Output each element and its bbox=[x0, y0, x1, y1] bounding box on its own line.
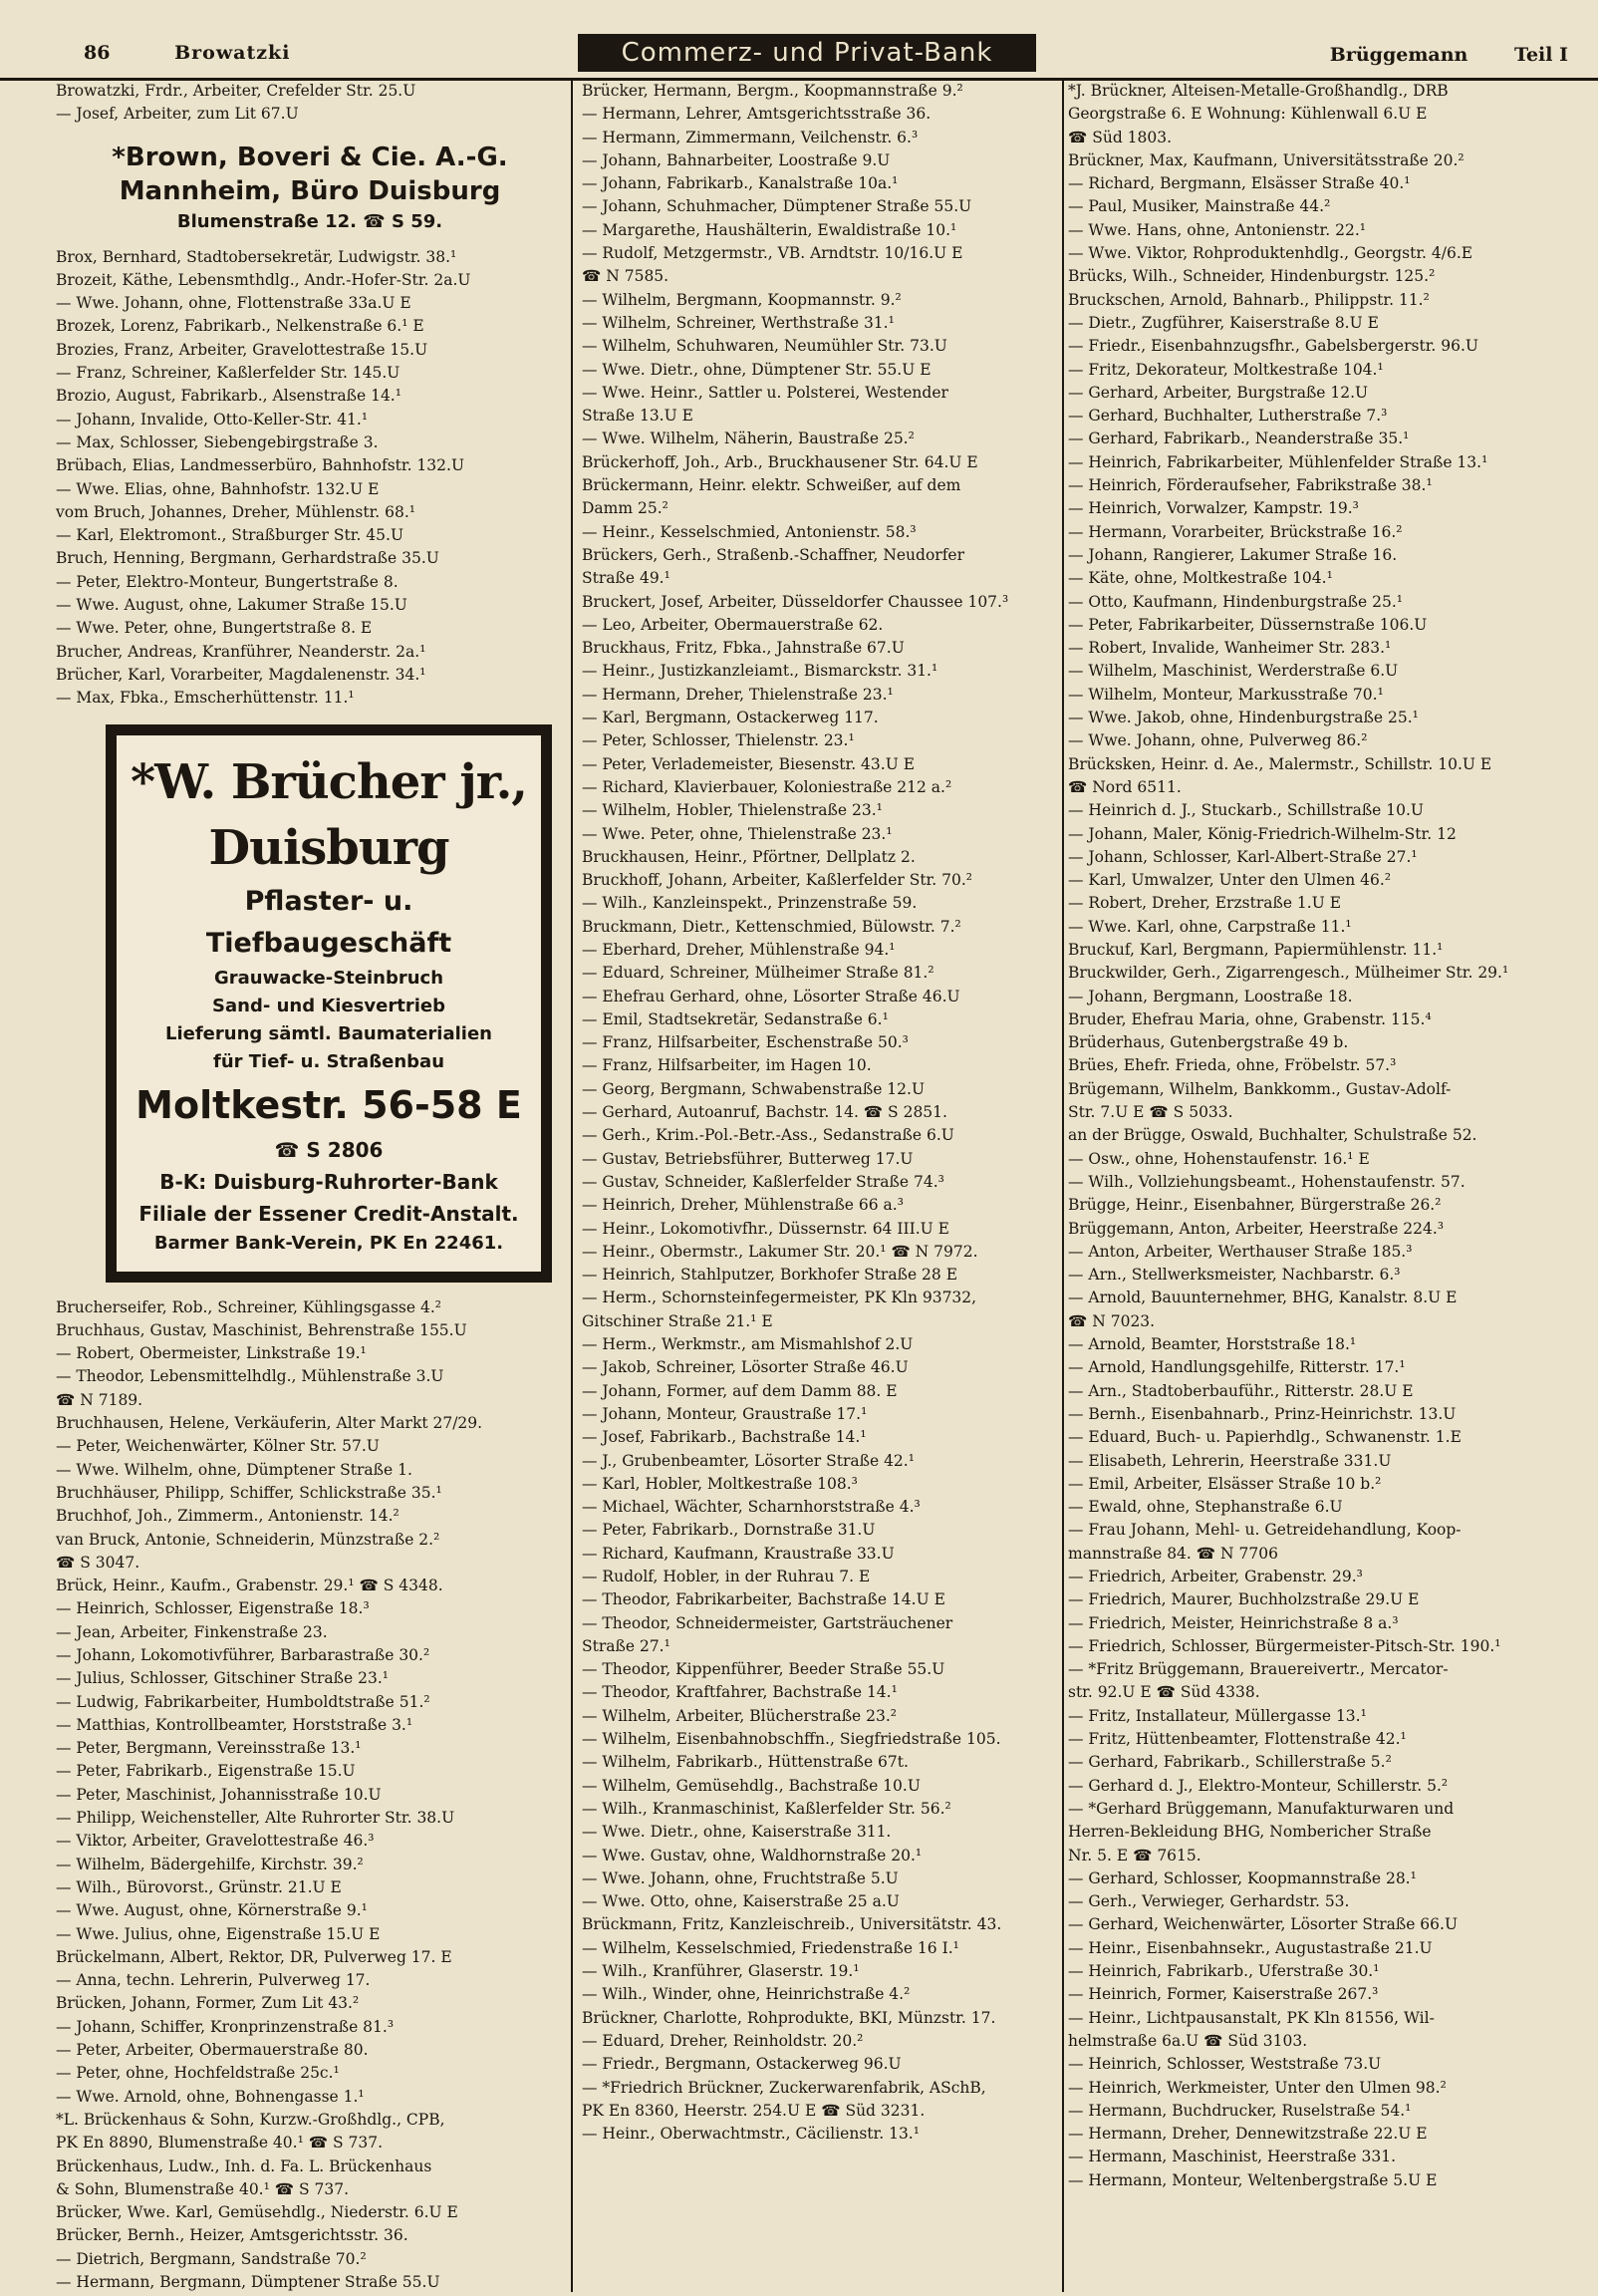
directory-entry: Brücker, Hermann, Bergm., Koopmannstraße 9.² bbox=[582, 82, 963, 100]
header-section: Teil I bbox=[1514, 44, 1568, 66]
directory-entry: Brückermann, Heinr. elektr. Schweißer, auf dem bbox=[582, 476, 961, 495]
directory-entry: Georgstraße 6. E Wohnung: Kühlenwall 6.U E bbox=[1068, 105, 1428, 124]
directory-entry: — Johann, Former, auf dem Damm 88. E bbox=[582, 1381, 898, 1400]
directory-entry: — Franz, Schreiner, Kaßlerfelder Str. 145.U bbox=[56, 364, 400, 383]
directory-entry: — Wwe. Jakob, ohne, Hindenburgstraße 25.¹ bbox=[1068, 709, 1419, 727]
directory-entry: Bruckmann, Dietr., Kettenschmied, Bülowstr. 7.² bbox=[582, 917, 961, 936]
directory-entry: Bruckhaus, Fritz, Fbka., Jahnstraße 67.U bbox=[582, 639, 905, 658]
directory-entry: — Wwe. Hans, ohne, Antonienstr. 22.¹ bbox=[1068, 220, 1366, 239]
directory-entry: — Richard, Bergmann, Elsässer Straße 40.¹ bbox=[1068, 174, 1411, 193]
directory-entry: — Wwe. Johann, ohne, Fruchtstraße 5.U bbox=[582, 1868, 899, 1887]
directory-entry: — Ehefrau Gerhard, ohne, Lösorter Straße 46.U bbox=[582, 987, 960, 1005]
directory-entry: — Josef, Arbeiter, zum Lit 67.U bbox=[56, 105, 299, 124]
directory-entry: — Peter, Arbeiter, Obermauerstraße 80. bbox=[56, 2041, 369, 2060]
directory-entry: Bruchhäuser, Philipp, Schiffer, Schlickstraße 35.¹ bbox=[56, 1483, 442, 1502]
directory-entry: Brucher, Andreas, Kranführer, Neanderstr. 2a.¹ bbox=[56, 642, 426, 661]
directory-entry: — Peter, Schlosser, Thielenstr. 23.¹ bbox=[582, 731, 855, 750]
directory-entry: Brückerhoff, Joh., Arb., Bruckhausener Str. 64.U E bbox=[582, 452, 978, 471]
directory-entry: Brüggemann, Anton, Arbeiter, Heerstraße 224.³ bbox=[1068, 1219, 1445, 1238]
directory-entry: — Emil, Arbeiter, Elsässer Straße 10 b.² bbox=[1068, 1474, 1382, 1493]
col3-list bbox=[1068, 80, 1576, 2192]
directory-entry: — Hermann, Dreher, Thielenstraße 23.¹ bbox=[582, 685, 894, 704]
col1-mid-list bbox=[56, 246, 564, 711]
ad-bbc-line3: Blumenstraße 12. ☎ S 59. bbox=[176, 210, 443, 232]
directory-entry: Gitschiner Straße 21.¹ E bbox=[582, 1311, 773, 1330]
ad-bruecher-line9: B-K: Duisburg-Ruhrorter-Bank bbox=[159, 1169, 498, 1194]
directory-entry: Brübach, Elias, Landmesserbüro, Bahnhofstr. 132.U bbox=[56, 456, 465, 475]
directory-entry: — Karl, Hobler, Moltkestraße 108.³ bbox=[582, 1474, 858, 1493]
directory-entry: Damm 25.² bbox=[582, 499, 668, 518]
directory-entry: Straße 13.U E bbox=[582, 407, 693, 426]
directory-entry: — Heinr., Kesselschmied, Antonienstr. 58.³ bbox=[582, 522, 917, 541]
ad-bruecher-line8: ☎ S 2806 bbox=[274, 1137, 384, 1162]
directory-entry: *J. Brückner, Alteisen-Metalle-Großhandlg., DRB bbox=[1068, 82, 1449, 100]
directory-entry: *L. Brückenhaus & Sohn, Kurzw.-Großhdlg., CPB, bbox=[56, 2110, 445, 2129]
ad-bruecher-line7: Moltkestr. 56-58 E bbox=[135, 1082, 522, 1127]
col1-top-list bbox=[56, 80, 564, 127]
directory-entry: — Johann, Lokomotivführer, Barbarastraße 30.² bbox=[56, 1645, 430, 1664]
directory-entry: vom Bruch, Johannes, Dreher, Mühlenstr. 68.¹ bbox=[56, 502, 416, 521]
directory-entry: — Anna, techn. Lehrerin, Pulverweg 17. bbox=[56, 1971, 371, 1990]
directory-entry: — Wilhelm, Eisenbahnobschffn., Siegfriedstraße 105. bbox=[582, 1730, 1001, 1749]
directory-entry: — Franz, Hilfsarbeiter, im Hagen 10. bbox=[582, 1056, 872, 1075]
directory-entry: — Michael, Wächter, Scharnhorststraße 4.³ bbox=[582, 1498, 921, 1517]
directory-entry: ☎ Süd 1803. bbox=[1068, 128, 1173, 146]
directory-entry: — Friedrich, Maurer, Buchholzstraße 29.U E bbox=[1068, 1590, 1420, 1609]
ad-bruecher-line4: Sand- und Kiesvertrieb bbox=[212, 995, 445, 1016]
directory-entry: — Heinrich, Werkmeister, Unter den Ulmen 98.² bbox=[1068, 2078, 1447, 2097]
ad-bbc-line1: *Brown, Boveri & Cie. A.-G. bbox=[112, 142, 508, 172]
directory-entry: — Heinr., Justizkanzleiamt., Bismarckstr. 31.¹ bbox=[582, 662, 938, 681]
directory-entry: — Wilhelm, Monteur, Markusstraße 70.¹ bbox=[1068, 685, 1384, 704]
directory-entry: — Otto, Kaufmann, Hindenburgstraße 25.¹ bbox=[1068, 592, 1403, 611]
directory-entry: — *Gerhard Brüggemann, Manufakturwaren und bbox=[1068, 1799, 1455, 1818]
directory-entry: — Arnold, Beamter, Horststraße 18.¹ bbox=[1068, 1335, 1357, 1354]
directory-entry: — Peter, Weichenwärter, Kölner Str. 57.U bbox=[56, 1437, 380, 1456]
directory-entry: — Heinr., Lokomotivfhr., Düssernstr. 64 III.U E bbox=[582, 1219, 949, 1238]
directory-entry: str. 92.U E ☎ Süd 4338. bbox=[1068, 1683, 1260, 1702]
directory-entry: — Peter, Fabrikarb., Eigenstraße 15.U bbox=[56, 1762, 356, 1781]
directory-entry: — Friedrich, Meister, Heinrichstraße 8 a.³ bbox=[1068, 1613, 1399, 1632]
directory-entry: — Heinr., Oberwachtmstr., Cäcilienstr. 13.¹ bbox=[582, 2125, 920, 2144]
directory-entry: — Heinr., Eisenbahnsekr., Augustastraße 21.U bbox=[1068, 1938, 1433, 1957]
directory-entry: — Richard, Kaufmann, Kraustraße 33.U bbox=[582, 1544, 895, 1563]
directory-entry: — Wilhelm, Arbeiter, Blücherstraße 23.² bbox=[582, 1706, 898, 1725]
directory-entry: — Käte, ohne, Moltkestraße 104.¹ bbox=[1068, 569, 1333, 588]
directory-entry: Brück, Heinr., Kaufm., Grabenstr. 29.¹ ☎ S 4348. bbox=[56, 1577, 443, 1595]
directory-entry: — Heinrich, Stahlputzer, Borkhofer Straße 28 E bbox=[582, 1266, 958, 1285]
ad-bruecher-line1: *W. Brücher jr., Duisburg bbox=[130, 753, 528, 876]
directory-entry: ☎ N 7585. bbox=[582, 267, 669, 286]
directory-entry: — Heinrich, Former, Kaiserstraße 267.³ bbox=[1068, 1985, 1379, 2004]
ad-bruecher-line10: Filiale der Essener Credit-Anstalt. bbox=[138, 1201, 519, 1226]
directory-entry: — Johann, Invalide, Otto-Keller-Str. 41.¹ bbox=[56, 410, 369, 429]
page-number: 86 bbox=[84, 42, 111, 64]
directory-entry: — Robert, Obermeister, Linkstraße 19.¹ bbox=[56, 1344, 367, 1363]
directory-entry: — Bernh., Eisenbahnarb., Prinz-Heinrichstr. 13.U bbox=[1068, 1404, 1457, 1423]
directory-entry: — Wilhelm, Bädergehilfe, Kirchstr. 39.² bbox=[56, 1855, 364, 1873]
directory-entry: Straße 49.¹ bbox=[582, 569, 670, 588]
directory-entry: — Wwe. Johann, ohne, Pulverweg 86.² bbox=[1068, 731, 1368, 750]
directory-entry: — Herm., Werkmstr., am Mismahlshof 2.U bbox=[582, 1335, 914, 1354]
header-left bbox=[84, 42, 290, 64]
header-right bbox=[1330, 44, 1568, 66]
directory-entry: — Eduard, Dreher, Reinholdstr. 20.² bbox=[582, 2031, 864, 2050]
directory-entry: — Philipp, Weichensteller, Alte Ruhrorter Str. 38.U bbox=[56, 1809, 455, 1828]
directory-entry: — Arn., Stadtoberbauführ., Ritterstr. 28.U E bbox=[1068, 1381, 1414, 1400]
directory-entry: Bruckwilder, Gerh., Zigarrengesch., Mülheimer Str. 29.¹ bbox=[1068, 964, 1509, 983]
ad-bruecher-line2: Pflaster- u. Tiefbaugeschäft bbox=[205, 885, 452, 959]
directory-entry: Brückmann, Fritz, Kanzleischreib., Universitätstr. 43. bbox=[582, 1915, 1002, 1934]
directory-entry: Bruckschen, Arnold, Bahnarb., Philippstr. 11.² bbox=[1068, 290, 1430, 309]
directory-entry: — Eberhard, Dreher, Mühlenstraße 94.¹ bbox=[582, 940, 896, 959]
directory-entry: — Eduard, Schreiner, Mülheimer Straße 81.² bbox=[582, 964, 934, 983]
directory-entry: & Sohn, Blumenstraße 40.¹ ☎ S 737. bbox=[56, 2179, 350, 2198]
directory-entry: Brücker, Wwe. Karl, Gemüsehdlg., Niederstr. 6.U E bbox=[56, 2203, 458, 2222]
directory-entry: — Wwe. Johann, ohne, Flottenstraße 33a.U E bbox=[56, 294, 411, 313]
directory-entry: — Heinrich, Schlosser, Eigenstraße 18.³ bbox=[56, 1599, 370, 1618]
directory-entry: — Wwe. Wilhelm, Näherin, Baustraße 25.² bbox=[582, 430, 915, 448]
directory-entry: — Wilh., Kanzleinspekt., Prinzenstraße 59. bbox=[582, 894, 918, 913]
directory-entry: — Josef, Fabrikarb., Bachstraße 14.¹ bbox=[582, 1428, 867, 1447]
column-2 bbox=[582, 80, 1072, 2292]
directory-entry: — Hermann, Lehrer, Amtsgerichtsstraße 36. bbox=[582, 105, 932, 124]
directory-entry: — Peter, ohne, Hochfeldstraße 25c.¹ bbox=[56, 2064, 340, 2083]
directory-entry: Straße 27.¹ bbox=[582, 1636, 670, 1655]
directory-entry: — Peter, Fabrikarb., Dornstraße 31.U bbox=[582, 1521, 876, 1540]
directory-entry: — Rudolf, Hobler, in der Ruhrau 7. E bbox=[582, 1568, 871, 1585]
directory-entry: Bruckert, Josef, Arbeiter, Düsseldorfer Chaussee 107.³ bbox=[582, 592, 1009, 611]
directory-entry: — Friedr., Eisenbahnzugsfhr., Gabelsbergerstr. 96.U bbox=[1068, 337, 1478, 356]
directory-entry: Bruchhausen, Helene, Verkäuferin, Alter Markt 27/29. bbox=[56, 1414, 483, 1433]
header-right-keyword: Brüggemann bbox=[1329, 44, 1468, 66]
directory-entry: — Wilhelm, Gemüsehdlg., Bachstraße 10.U bbox=[582, 1776, 921, 1795]
directory-entry: — Fritz, Installateur, Müllergasse 13.¹ bbox=[1068, 1706, 1367, 1725]
directory-entry: — *Friedrich Brückner, Zuckerwarenfabrik, ASchB, bbox=[582, 2078, 986, 2097]
directory-entry: — Peter, Bergmann, Vereinsstraße 13.¹ bbox=[56, 1739, 362, 1758]
directory-entry: an der Brügge, Oswald, Buchhalter, Schulstraße 52. bbox=[1068, 1126, 1477, 1145]
directory-entry: — Gerhard d. J., Elektro-Monteur, Schillerstr. 5.² bbox=[1068, 1776, 1449, 1795]
directory-entry: — Wwe. Otto, ohne, Kaiserstraße 25 a.U bbox=[582, 1892, 900, 1911]
directory-entry: — Arnold, Handlungsgehilfe, Ritterstr. 17.¹ bbox=[1068, 1358, 1406, 1377]
directory-entry: Nr. 5. E ☎ 7615. bbox=[1068, 1846, 1201, 1865]
directory-entry: Brozeit, Käthe, Lebensmthdlg., Andr.-Hofer-Str. 2a.U bbox=[56, 270, 471, 289]
directory-entry: — Heinr., Obermstr., Lakumer Str. 20.¹ ☎ N 7972. bbox=[582, 1242, 978, 1261]
directory-entry: — Johann, Rangierer, Lakumer Straße 16. bbox=[1068, 545, 1398, 564]
directory-entry: — Julius, Schlosser, Gitschiner Straße 23.¹ bbox=[56, 1669, 389, 1688]
directory-entry: — Gerhard, Autoanruf, Bachstr. 14. ☎ S 2851. bbox=[582, 1103, 947, 1122]
directory-entry: — Theodor, Lebensmittelhdlg., Mühlenstraße 3.U bbox=[56, 1367, 444, 1386]
directory-entry: — Heinrich, Fabrikarb., Uferstraße 30.¹ bbox=[1068, 1962, 1380, 1981]
directory-entry: Brozio, August, Fabrikarb., Alsenstraße 14.¹ bbox=[56, 387, 401, 406]
directory-entry: — Hermann, Bergmann, Dümptener Straße 55.U bbox=[56, 2273, 440, 2291]
directory-entry: Brücker, Bernh., Heizer, Amtsgerichtsstr. 36. bbox=[56, 2226, 408, 2245]
directory-entry: Bruckuf, Karl, Bergmann, Papiermühlenstr. 11.¹ bbox=[1068, 940, 1444, 959]
directory-entry: Brückenhaus, Ludw., Inh. d. Fa. L. Brückenhaus bbox=[56, 2156, 432, 2175]
column-3 bbox=[1068, 80, 1576, 2292]
directory-entry: — Hermann, Zimmermann, Veilchenstr. 6.³ bbox=[582, 128, 919, 146]
directory-entry: Brozek, Lorenz, Fabrikarb., Nelkenstraße 6.¹ E bbox=[56, 317, 424, 336]
directory-entry: Bruchhof, Joh., Zimmerm., Antonienstr. 14.² bbox=[56, 1507, 400, 1526]
directory-entry: — Peter, Maschinist, Johannisstraße 10.U bbox=[56, 1785, 382, 1804]
directory-entry: — Robert, Invalide, Wanheimer Str. 283.¹ bbox=[1068, 639, 1392, 658]
directory-entry: — Wwe. Arnold, ohne, Bohnengasse 1.¹ bbox=[56, 2087, 365, 2106]
directory-entry: — Hermann, Monteur, Weltenbergstraße 5.U E bbox=[1068, 2170, 1438, 2189]
directory-entry: — Matthias, Kontrollbeamter, Horststraße 3.¹ bbox=[56, 1715, 413, 1734]
directory-entry: — Georg, Bergmann, Schwabenstraße 12.U bbox=[582, 1079, 926, 1098]
directory-entry: — Hermann, Maschinist, Heerstraße 331. bbox=[1068, 2148, 1397, 2166]
directory-entry: Bruchhaus, Gustav, Maschinist, Behrenstraße 155.U bbox=[56, 1320, 467, 1339]
directory-entry: — Max, Fbka., Emscherhüttenstr. 11.¹ bbox=[56, 689, 355, 708]
directory-entry: Brückelmann, Albert, Rektor, DR, Pulverweg 17. E bbox=[56, 1947, 452, 1966]
directory-entry: — Emil, Stadtsekretär, Sedanstraße 6.¹ bbox=[582, 1009, 889, 1028]
directory-entry: — Robert, Dreher, Erzstraße 1.U E bbox=[1068, 894, 1342, 913]
directory-entry: — Margarethe, Haushälterin, Ewaldistraße 10.¹ bbox=[582, 220, 957, 239]
directory-entry: — Jean, Arbeiter, Finkenstraße 23. bbox=[56, 1622, 328, 1641]
directory-entry: Brücken, Johann, Former, Zum Lit 43.² bbox=[56, 1994, 360, 2013]
directory-entry: — Johann, Schuhmacher, Dümptener Straße 55.U bbox=[582, 197, 972, 216]
directory-entry: — Johann, Bergmann, Loostraße 18. bbox=[1068, 987, 1353, 1005]
col2-list bbox=[582, 80, 1072, 2146]
directory-entry: — Theodor, Schneidermeister, Gartsträuchener bbox=[582, 1613, 953, 1632]
directory-entry: — Heinrich, Schlosser, Weststraße 73.U bbox=[1068, 2055, 1382, 2074]
directory-entry: ☎ S 3047. bbox=[56, 1553, 140, 1572]
ad-bruecher bbox=[106, 724, 552, 1283]
directory-entry: Brozies, Franz, Arbeiter, Gravelottestraße 15.U bbox=[56, 340, 428, 359]
directory-entry: — *Fritz Brüggemann, Brauereivertr., Mercator- bbox=[1068, 1660, 1449, 1679]
directory-entry: — Wilhelm, Hobler, Thielenstraße 23.¹ bbox=[582, 801, 883, 820]
directory-entry: — Franz, Hilfsarbeiter, Eschenstraße 50.³ bbox=[582, 1033, 909, 1052]
page-header bbox=[0, 34, 1598, 81]
directory-entry: — Gerhard, Weichenwärter, Lösorter Straße 66.U bbox=[1068, 1915, 1459, 1934]
directory-entry: — Hermann, Buchdrucker, Ruselstraße 54.¹ bbox=[1068, 2101, 1412, 2120]
directory-entry: — Gerh., Krim.-Pol.-Betr.-Ass., Sedanstraße 6.U bbox=[582, 1126, 954, 1145]
ad-bbc-line2: Mannheim, Büro Duisburg bbox=[119, 175, 501, 206]
directory-entry: — Wilh., Kranmaschinist, Kaßlerfelder Str. 56.² bbox=[582, 1799, 951, 1818]
directory-entry: — Hermann, Vorarbeiter, Brückstraße 16.² bbox=[1068, 522, 1403, 541]
directory-entry: — Peter, Fabrikarbeiter, Düssernstraße 106.U bbox=[1068, 615, 1428, 634]
directory-entry: — Wwe. August, ohne, Körnerstraße 9.¹ bbox=[56, 1901, 368, 1920]
directory-entry: ☎ Nord 6511. bbox=[1068, 777, 1182, 796]
directory-entry: — Fritz, Dekorateur, Moltkestraße 104.¹ bbox=[1068, 360, 1384, 379]
directory-entry: — Johann, Bahnarbeiter, Loostraße 9.U bbox=[582, 150, 891, 169]
directory-entry: Bruder, Ehefrau Maria, ohne, Grabenstr. 115.⁴ bbox=[1068, 1009, 1432, 1028]
directory-entry: — Wwe. Heinr., Sattler u. Polsterei, Westender bbox=[582, 383, 948, 402]
directory-entry: — Dietr., Zugführer, Kaiserstraße 8.U E bbox=[1068, 313, 1379, 332]
directory-entry: — Wwe. August, ohne, Lakumer Straße 15.U bbox=[56, 596, 407, 615]
directory-entry: Brücks, Wilh., Schneider, Hindenburgstr. 125.² bbox=[1068, 267, 1436, 286]
directory-entry: Brox, Bernhard, Stadtobersekretär, Ludwigstr. 38.¹ bbox=[56, 247, 457, 266]
column-divider bbox=[571, 80, 573, 2292]
directory-entry: — Theodor, Kippenführer, Beeder Straße 55.U bbox=[582, 1660, 945, 1679]
directory-entry: — Heinrich, Fabrikarbeiter, Mühlenfelder Straße 13.¹ bbox=[1068, 452, 1488, 471]
directory-entry: — Johann, Fabrikarb., Kanalstraße 10a.¹ bbox=[582, 174, 899, 193]
directory-entry: — Gerhard, Buchhalter, Lutherstraße 7.³ bbox=[1068, 407, 1388, 426]
directory-entry: van Bruck, Antonie, Schneiderin, Münzstraße 2.² bbox=[56, 1530, 440, 1549]
directory-entry: — Gerh., Verwieger, Gerhardstr. 53. bbox=[1068, 1892, 1350, 1911]
directory-entry: — Heinrich, Förderaufseher, Fabrikstraße 38.¹ bbox=[1068, 476, 1433, 495]
directory-entry: — Richard, Klavierbauer, Koloniestraße 212 a.² bbox=[582, 777, 952, 796]
directory-entry: — Ludwig, Fabrikarbeiter, Humboldtstraße 51.² bbox=[56, 1692, 430, 1711]
directory-entry: — Arnold, Bauunternehmer, BHG, Kanalstr. 8.U E bbox=[1068, 1289, 1458, 1307]
directory-entry: ☎ N 7023. bbox=[1068, 1311, 1156, 1330]
directory-entry: — Ewald, ohne, Stephanstraße 6.U bbox=[1068, 1498, 1343, 1517]
column-1 bbox=[56, 80, 564, 2292]
ad-bruecher-line5: Lieferung sämtl. Baumaterialien bbox=[165, 1022, 492, 1044]
directory-entry: — Hermann, Dreher, Dennewitzstraße 22.U E bbox=[1068, 2125, 1428, 2144]
directory-entry: Brückner, Charlotte, Rohprodukte, BKI, Münzstr. 17. bbox=[582, 2008, 996, 2027]
directory-entry: Brucherseifer, Rob., Schreiner, Kühlingsgasse 4.² bbox=[56, 1297, 441, 1316]
directory-entry: — Johann, Schlosser, Karl-Albert-Straße 27.¹ bbox=[1068, 847, 1418, 866]
directory-entry: Browatzki, Frdr., Arbeiter, Crefelder Str. 25.U bbox=[56, 82, 416, 100]
directory-entry: — Wwe. Viktor, Rohproduktenhdlg., Georgstr. 4/6.E bbox=[1068, 244, 1473, 263]
directory-entry: — Wilh., Vollziehungsbeamt., Hohenstaufenstr. 57. bbox=[1068, 1172, 1465, 1191]
directory-entry: — Theodor, Kraftfahrer, Bachstraße 14.¹ bbox=[582, 1683, 898, 1702]
directory-entry: ☎ N 7189. bbox=[56, 1390, 143, 1409]
directory-entry: — Viktor, Arbeiter, Gravelottestraße 46.³ bbox=[56, 1832, 375, 1851]
directory-entry: Brückers, Gerh., Straßenb.-Schaffner, Neudorfer bbox=[582, 545, 965, 564]
directory-entry: — Anton, Arbeiter, Werthauser Straße 185.³ bbox=[1068, 1242, 1413, 1261]
directory-entry: — Karl, Bergmann, Ostackerweg 117. bbox=[582, 709, 879, 727]
directory-entry: — Gerhard, Schlosser, Koopmannstraße 28.¹ bbox=[1068, 1868, 1417, 1887]
directory-entry: — Heinrich d. J., Stuckarb., Schillstraße 10.U bbox=[1068, 801, 1424, 820]
directory-entry: — Eduard, Buch- u. Papierhdlg., Schwanenstr. 1.E bbox=[1068, 1428, 1462, 1447]
directory-entry: mannstraße 84. ☎ N 7706 bbox=[1068, 1544, 1278, 1563]
ad-bruecher-line6: für Tief- u. Straßenbau bbox=[212, 1050, 445, 1072]
directory-entry: — Gustav, Schneider, Kaßlerfelder Straße 74.³ bbox=[582, 1172, 944, 1191]
directory-entry: — Fritz, Hüttenbeamter, Flottenstraße 42.¹ bbox=[1068, 1730, 1407, 1749]
directory-entry: — Osw., ohne, Hohenstaufenstr. 16.¹ E bbox=[1068, 1149, 1370, 1168]
directory-entry: — Theodor, Fabrikarbeiter, Bachstraße 14.U E bbox=[582, 1590, 945, 1609]
directory-entry: — Leo, Arbeiter, Obermauerstraße 62. bbox=[582, 615, 884, 634]
directory-entry: Brücher, Karl, Vorarbeiter, Magdalenenstr. 34.¹ bbox=[56, 665, 426, 684]
directory-entry: — Wwe. Elias, ohne, Bahnhofstr. 132.U E bbox=[56, 479, 380, 498]
directory-entry: — Herm., Schornsteinfegermeister, PK Kln 93732, bbox=[582, 1289, 977, 1307]
directory-entry: Brückner, Max, Kaufmann, Universitätsstraße 20.² bbox=[1068, 150, 1465, 169]
directory-entry: Str. 7.U E ☎ S 5033. bbox=[1068, 1103, 1233, 1122]
directory-entry: — Wwe. Karl, ohne, Carpstraße 11.¹ bbox=[1068, 917, 1352, 936]
directory-entry: — Wilh., Bürovorst., Grünstr. 21.U E bbox=[56, 1877, 342, 1896]
directory-entry: PK En 8360, Heerstr. 254.U E ☎ Süd 3231. bbox=[582, 2101, 926, 2120]
directory-entry: Brües, Ehefr. Frieda, ohne, Fröbelstr. 57.³ bbox=[1068, 1056, 1397, 1075]
directory-entry: — Wwe. Peter, ohne, Thielenstraße 23.¹ bbox=[582, 824, 893, 843]
directory-entry: — Wwe. Dietr., ohne, Dümptener Str. 55.U E bbox=[582, 360, 932, 379]
directory-entry: helmstraße 6a.U ☎ Süd 3103. bbox=[1068, 2031, 1308, 2050]
directory-entry: — Heinrich, Dreher, Mühlenstraße 66 a.³ bbox=[582, 1196, 904, 1215]
directory-entry: — Wwe. Julius, ohne, Eigenstraße 15.U E bbox=[56, 1924, 381, 1943]
directory-entry: — Wilhelm, Maschinist, Werderstraße 6.U bbox=[1068, 662, 1399, 681]
directory-entry: — Wilhelm, Kesselschmied, Friedenstraße 16 I.¹ bbox=[582, 1938, 959, 1957]
directory-entry: — Peter, Elektro-Monteur, Bungertstraße 8. bbox=[56, 572, 399, 591]
directory-entry: — Karl, Umwalzer, Unter den Ulmen 46.² bbox=[1068, 871, 1392, 890]
directory-entry: — Wwe. Gustav, ohne, Waldhornstraße 20.¹ bbox=[582, 1846, 923, 1865]
directory-entry: — Gerhard, Fabrikarb., Schillerstraße 5.² bbox=[1068, 1753, 1392, 1772]
col1-bottom-list bbox=[56, 1296, 564, 2292]
directory-entry: — Heinr., Lichtpausanstalt, PK Kln 81556, Wil- bbox=[1068, 2008, 1435, 2027]
directory-entry: — Wilhelm, Schreiner, Werthstraße 31.¹ bbox=[582, 313, 895, 332]
directory-entry: — Peter, Verlademeister, Biesenstr. 43.U E bbox=[582, 754, 916, 773]
directory-entry: — Wilhelm, Fabrikarb., Hüttenstraße 67t. bbox=[582, 1753, 909, 1772]
directory-entry: — Gustav, Betriebsführer, Butterweg 17.U bbox=[582, 1149, 914, 1168]
ad-bruecher-line11: Barmer Bank-Verein, PK En 22461. bbox=[153, 1232, 504, 1254]
directory-entry: — Wilh., Kranführer, Glaserstr. 19.¹ bbox=[582, 1962, 860, 1981]
directory-entry: — Wilhelm, Bergmann, Koopmannstr. 9.² bbox=[582, 290, 902, 309]
directory-entry: Brücksken, Heinr. d. Ae., Malermstr., Schillstr. 10.U E bbox=[1068, 754, 1492, 773]
directory-entry: — Friedr., Bergmann, Ostackerweg 96.U bbox=[582, 2055, 902, 2074]
directory-entry: — Johann, Monteur, Graustraße 17.¹ bbox=[582, 1404, 868, 1423]
directory-entry: — Wilh., Winder, ohne, Heinrichstraße 4.² bbox=[582, 1985, 911, 2004]
directory-entry: — Gerhard, Arbeiter, Burgstraße 12.U bbox=[1068, 383, 1369, 402]
directory-entry: — Elisabeth, Lehrerin, Heerstraße 331.U bbox=[1068, 1451, 1392, 1470]
directory-entry: — Dietrich, Bergmann, Sandstraße 70.² bbox=[56, 2249, 367, 2268]
directory-entry: Brüderhaus, Gutenbergstraße 49 b. bbox=[1068, 1033, 1349, 1052]
directory-entry: — Jakob, Schreiner, Lösorter Straße 46.U bbox=[582, 1358, 909, 1377]
directory-entry: — Wwe. Wilhelm, ohne, Dümptener Straße 1. bbox=[56, 1460, 412, 1479]
directory-entry: — Gerhard, Fabrikarb., Neanderstraße 35.¹ bbox=[1068, 430, 1410, 448]
ad-bruecher-line3: Grauwacke-Steinbruch bbox=[213, 967, 444, 989]
directory-entry: Brügge, Heinr., Eisenbahner, Bürgerstraße 26.² bbox=[1068, 1196, 1442, 1215]
directory-entry: — Arn., Stellwerksmeister, Nachbarstr. 6.³ bbox=[1068, 1266, 1401, 1285]
directory-entry: — Frau Johann, Mehl- u. Getreidehandlung, Koop- bbox=[1068, 1521, 1462, 1540]
directory-entry: — Friedrich, Schlosser, Bürgermeister-Pitsch-Str. 190.¹ bbox=[1068, 1636, 1501, 1655]
directory-entry: — Wwe. Peter, ohne, Bungertstraße 8. E bbox=[56, 619, 373, 638]
directory-entry: — Max, Schlosser, Siebengebirgstraße 3. bbox=[56, 432, 379, 451]
directory-entry: Brügemann, Wilhelm, Bankkomm., Gustav-Adolf- bbox=[1068, 1079, 1452, 1098]
ad-brown-boveri bbox=[56, 141, 564, 236]
directory-entry: — Karl, Elektromont., Straßburger Str. 45.U bbox=[56, 526, 404, 545]
directory-entry: Herren-Bekleidung BHG, Nombericher Straße bbox=[1068, 1823, 1432, 1842]
directory-entry: Bruch, Henning, Bergmann, Gerhardstraße 35.U bbox=[56, 549, 439, 568]
directory-entry: — Paul, Musiker, Mainstraße 44.² bbox=[1068, 197, 1331, 216]
header-banner: Commerz- und Privat-Bank bbox=[578, 34, 1036, 72]
directory-entry: PK En 8890, Blumenstraße 40.¹ ☎ S 737. bbox=[56, 2134, 384, 2152]
directory-entry: — Heinrich, Vorwalzer, Kampstr. 19.³ bbox=[1068, 499, 1359, 518]
directory-entry: — Rudolf, Metzgermstr., VB. Arndtstr. 10/16.U E bbox=[582, 244, 963, 263]
directory-entry: — J., Grubenbeamter, Lösorter Straße 42.¹ bbox=[582, 1451, 915, 1470]
directory-entry: — Wilhelm, Schuhwaren, Neumühler Str. 73.U bbox=[582, 337, 947, 356]
directory-entry: — Johann, Maler, König-Friedrich-Wilhelm-Str. 12 bbox=[1068, 824, 1457, 843]
directory-entry: — Wwe. Dietr., ohne, Kaiserstraße 311. bbox=[582, 1823, 892, 1842]
directory-entry: — Johann, Schiffer, Kronprinzenstraße 81.³ bbox=[56, 2017, 395, 2036]
header-left-keyword: Browatzki bbox=[174, 42, 291, 64]
directory-entry: — Friedrich, Arbeiter, Grabenstr. 29.³ bbox=[1068, 1568, 1363, 1585]
directory-entry: Bruckhoff, Johann, Arbeiter, Kaßlerfelder Str. 70.² bbox=[582, 871, 972, 890]
directory-entry: Bruckhausen, Heinr., Pförtner, Dellplatz 2. bbox=[582, 847, 916, 866]
